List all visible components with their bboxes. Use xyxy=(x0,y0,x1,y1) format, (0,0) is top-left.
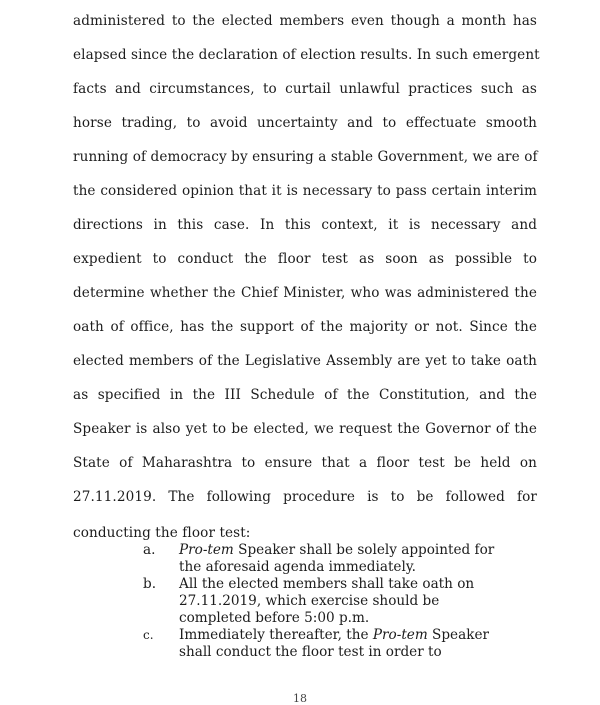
list-item-text: shall conduct the floor test in order to xyxy=(179,644,442,660)
list-item-b xyxy=(0,576,600,593)
italic-term: Pro-tem xyxy=(372,627,428,643)
list-marker: b. xyxy=(143,576,157,592)
list-lead-in: conducting the floor test: xyxy=(73,525,251,541)
paragraph-line: oath of office, has the support of the majority or not. Since the xyxy=(73,319,537,335)
paragraph-line: as specified in the III Schedule of the Constitution, and the xyxy=(73,387,537,403)
list-item-text: completed before 5:00 p.m. xyxy=(179,610,370,626)
list-item-c xyxy=(0,627,600,644)
list-marker: a. xyxy=(143,542,156,558)
list-item-text: 27.11.2019, which exercise should be xyxy=(179,593,440,609)
paragraph-line: Speaker is also yet to be elected, we request the Governor of the xyxy=(73,421,537,437)
paragraph-line: horse trading, to avoid uncertainty and to effectuate smooth xyxy=(73,115,537,131)
paragraph-line: running of democracy by ensuring a stable Government, we are of xyxy=(73,149,538,165)
paragraph-line: the considered opinion that it is necessary to pass certain interim xyxy=(73,183,537,199)
list-item-text-run: Immediately thereafter, the xyxy=(179,627,373,643)
list-item-a xyxy=(0,542,600,559)
italic-term: Pro-tem xyxy=(179,542,234,558)
paragraph-line: expedient to conduct the floor test as soon as possible to xyxy=(73,251,537,267)
list-marker: c. xyxy=(143,628,154,642)
list-item-text: the aforesaid agenda immediately. xyxy=(179,559,417,575)
paragraph-line: facts and circumstances, to curtail unlawful practices such as xyxy=(73,81,537,97)
paragraph-line: elected members of the Legislative Assembly are yet to take oath xyxy=(73,353,537,369)
list-item-text-run: Speaker xyxy=(427,627,489,643)
paragraph-line: determine whether the Chief Minister, who was administered the xyxy=(73,285,537,301)
list-item-text-run: Speaker shall be solely appointed for xyxy=(233,542,495,558)
list-item-text xyxy=(179,627,539,644)
list-item-b-continuation xyxy=(0,593,600,610)
list-item-a-continuation xyxy=(0,559,600,576)
list-item-text: All the elected members shall take oath on xyxy=(179,576,475,592)
paragraph-line: elapsed since the declaration of election results. In such emergent xyxy=(73,47,540,63)
paragraph-line: State of Maharashtra to ensure that a floor test be held on xyxy=(73,455,537,471)
paragraph-line: 27.11.2019. The following procedure is to be followed for xyxy=(73,489,537,505)
paragraph-line: directions in this case. In this context, it is necessary and xyxy=(73,217,537,233)
paragraph-line: administered to the elected members even though a month has xyxy=(73,13,537,29)
page-number: 18 xyxy=(293,692,307,705)
list-item-b-continuation xyxy=(0,610,600,627)
list-item-text xyxy=(179,542,539,559)
list-item-c-continuation xyxy=(0,644,600,661)
